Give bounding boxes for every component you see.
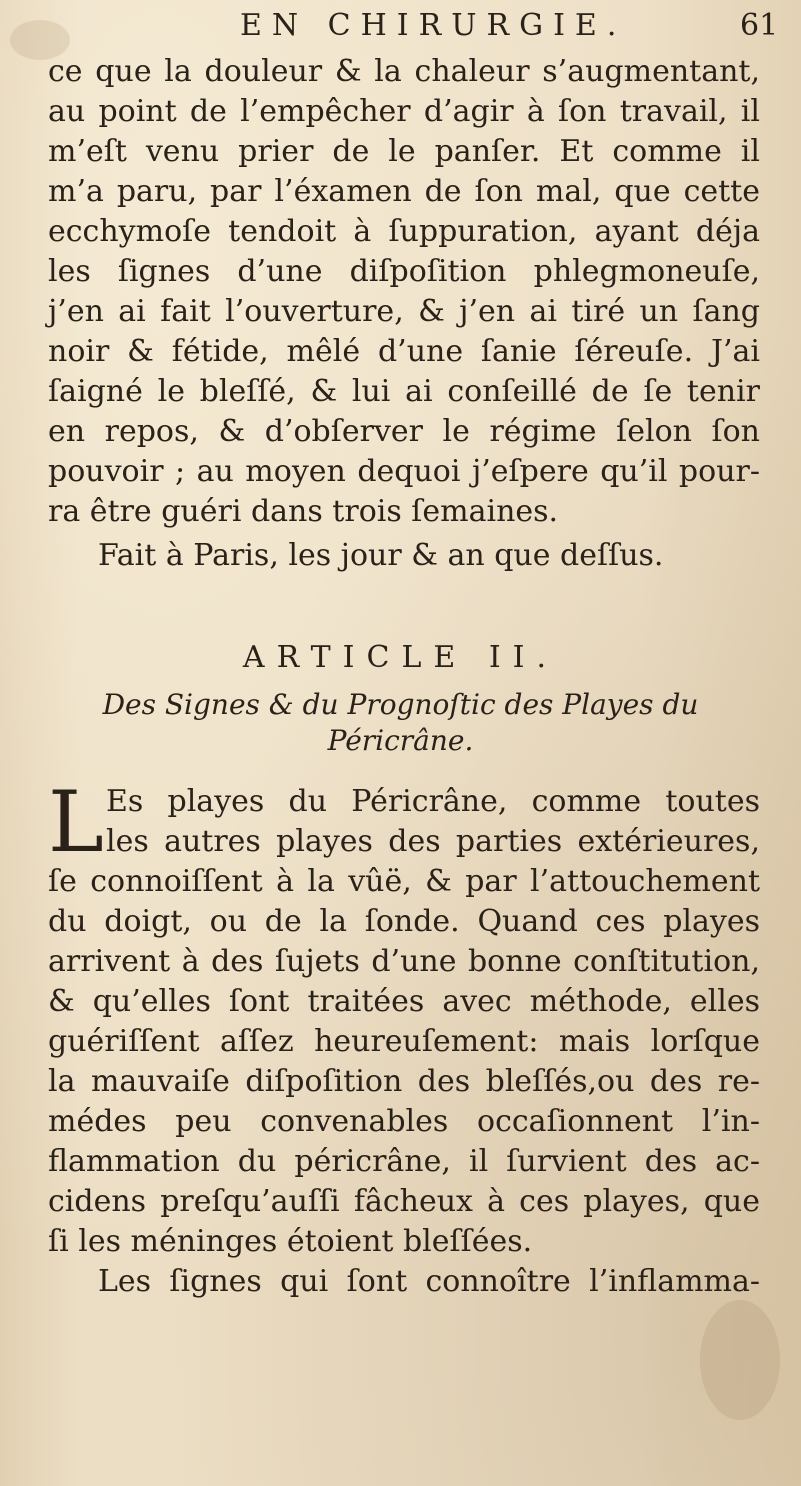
text-line: Es playes du Péricrâne, comme toutes [106,784,760,819]
drop-cap: L [48,773,104,871]
text-line: flammation du péricrâne, il ſurvient des ac- [48,1144,760,1179]
text-line: en repos, & d’obſerver le régime ſelon ſon [48,414,760,449]
running-title: EN CHIRURGIE. [240,8,627,43]
text-line: arrivent à des ſujets d’une bonne conſtitution, [48,944,760,979]
text-line: guériſſent aſſez heureuſement: mais lorſque [48,1024,760,1059]
text-line: ecchymoſe tendoit à ſuppuration, ayant déja [48,214,760,249]
text-line: ce que la douleur & la chaleur s’augmentant, [48,54,760,89]
text-line: du doigt, ou de la ſonde. Quand ces playes [48,904,760,939]
article-subtitle-line-2: Péricrâne. [327,724,474,757]
article-heading: ARTICLE II. [242,640,559,675]
text-line: les ſignes d’une diſpoſition phlegmoneuſe, [48,254,760,289]
text-line: j’en ai fait l’ouverture, & j’en ai tiré un ſang [48,294,760,329]
text-line: médes peu convenables occaſionnent l’in- [48,1104,760,1139]
text-line: m’eſt venu prier de le panſer. Et comme il [48,134,760,169]
text-line: ſi les méninges étoient bleſſées. [48,1224,533,1259]
text-line: & qu’elles ſont traitées avec méthode, elles [48,984,760,1019]
text-line: ſe connoiſſent à la vûë, & par l’attouchement [48,864,760,899]
paper-stain [700,1300,780,1420]
text-line: m’a paru, par l’éxamen de ſon mal, que cette [48,174,760,209]
text-line: cidens preſqu’auſſi fâcheux à ces playes, que [48,1184,760,1219]
text-line: pouvoir ; au moyen dequoi j’eſpere qu’il pour- [48,454,760,489]
text-line: ra être guéri dans trois ſemaines. [48,494,559,529]
paragraph-3-line: Les ſignes qui ſont connoître l’inflamma- [98,1264,760,1299]
text-line: ſaigné le bleſſé, & lui ai conſeillé de ſe tenir [48,374,760,409]
text-line: les autres playes des parties extérieures, [106,824,760,859]
page-header [0,8,801,48]
article-subtitle-line-1: Des Signes & du Prognoſtic des Playes du [102,688,699,721]
page-number: 61 [740,8,779,43]
closing-line: Fait à Paris, les jour & an que deſſus. [98,538,664,573]
text-line: la mauvaiſe diſpoſition des bleſſés,ou des re- [48,1064,760,1099]
text-line: noir & fétide, mêlé d’une ſanie ſéreuſe. J’ai [48,334,760,369]
text-line: au point de l’empêcher d’agir à ſon travail, il [48,94,760,129]
